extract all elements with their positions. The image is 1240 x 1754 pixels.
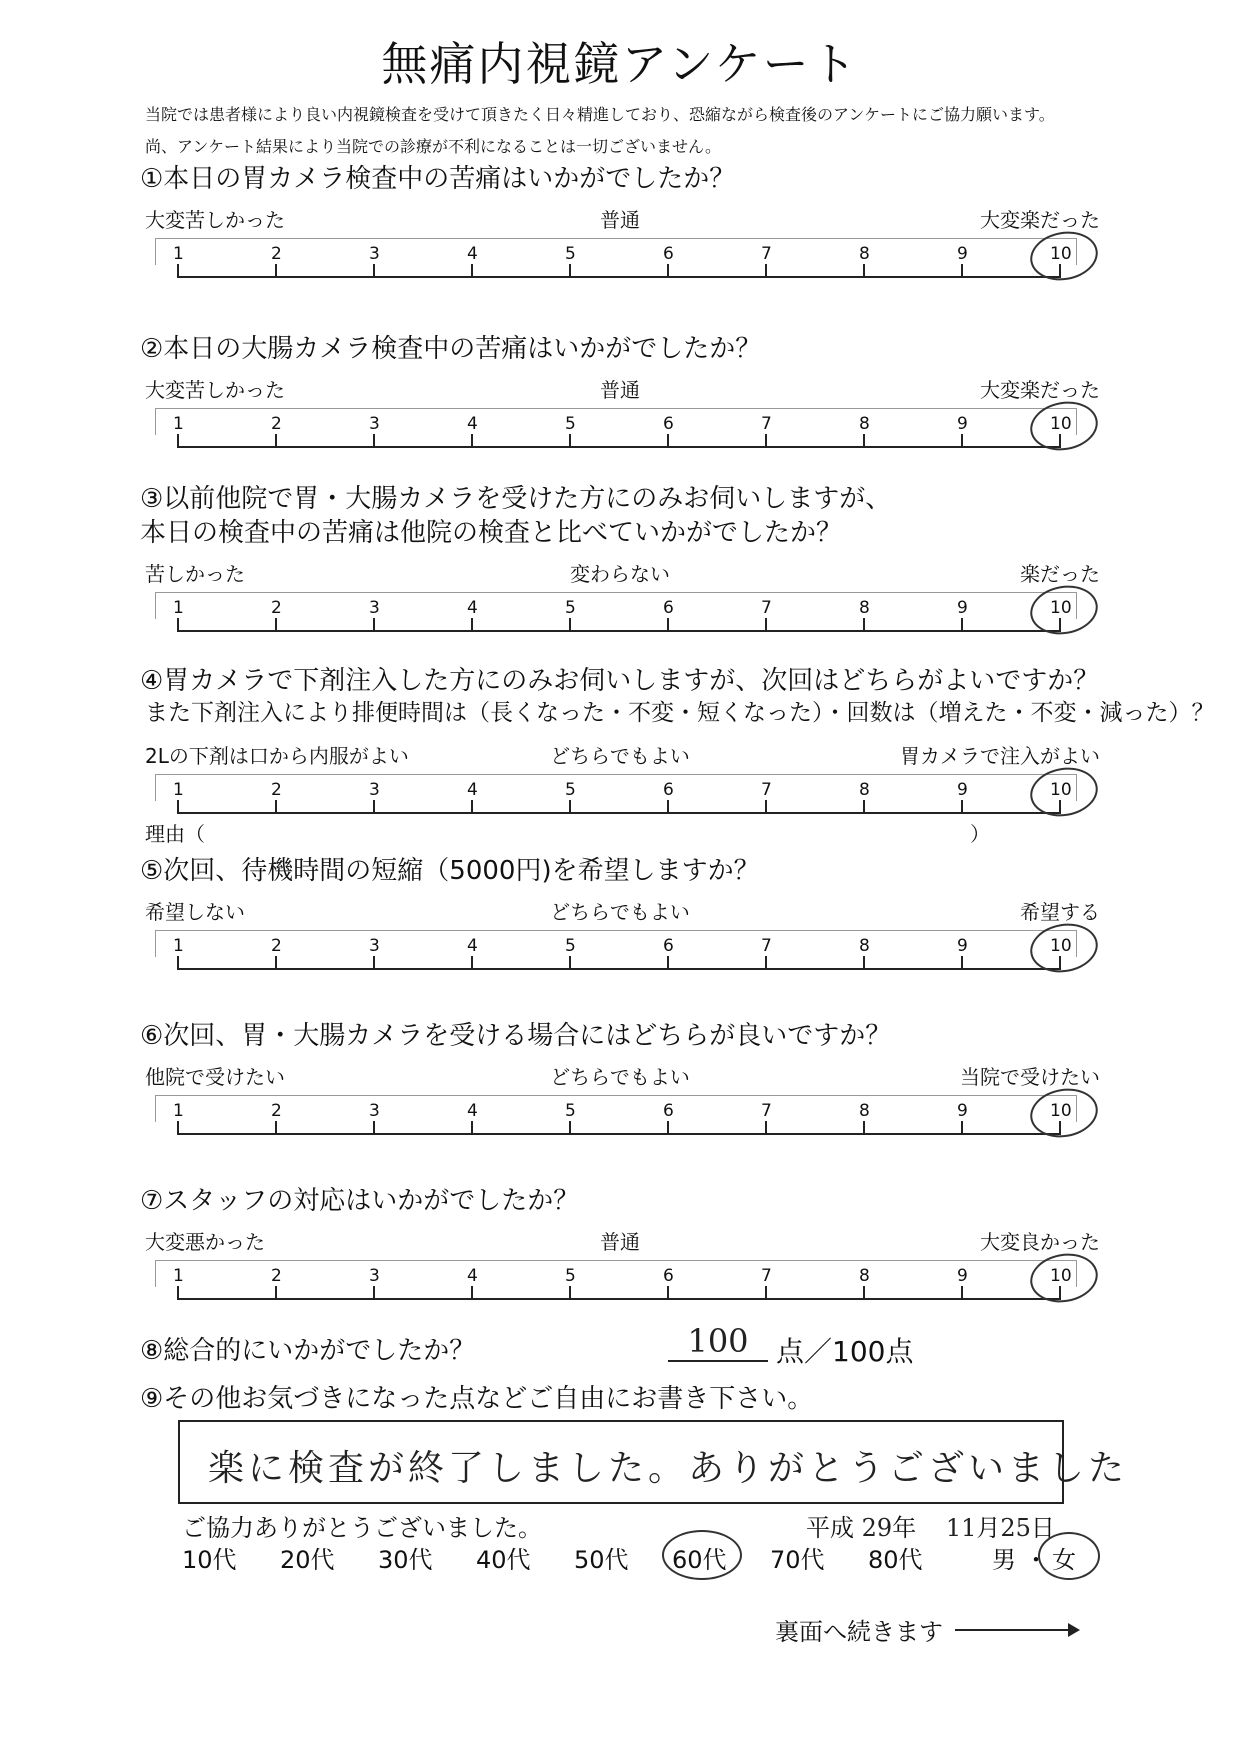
q3-scale-option-7[interactable]: 7 [761,598,772,618]
q3-tick-1 [177,618,179,632]
q4-tick-4 [471,800,473,814]
date-year[interactable]: 29 [861,1514,893,1542]
q3-tick-5 [569,618,571,632]
q8-score[interactable]: 100 [668,1322,768,1362]
date-month-unit: 月 [976,1514,1001,1542]
date-era: 平成 [806,1514,854,1542]
q5-scale-option-10[interactable]: 10 [1050,936,1072,956]
q4-text: ④胃カメラで下剤注入した方にのみお伺いしますが、次回はどちらがよいですか？ [140,666,1100,696]
q2-left-label: 大変苦しかった [145,378,285,402]
q7-scale-option-3[interactable]: 3 [369,1266,380,1286]
q5-tick-5 [569,956,571,970]
q1-tick-2 [275,264,277,278]
q5-left-label: 希望しない [145,900,245,924]
q6-text: ⑥次回、胃・大腸カメラを受ける場合にはどちらが良いですか？ [140,1021,892,1051]
q7-scale-option-5[interactable]: 5 [565,1266,576,1286]
q2-scale-option-8[interactable]: 8 [859,414,870,434]
q2-text: ②本日の大腸カメラ検査中の苦痛はいかがでしたか？ [140,334,762,364]
q4-scale-option-7[interactable]: 7 [761,780,772,800]
q5-tick-2 [275,956,277,970]
q5-tick-1 [177,956,179,970]
q4-left-label: 2Lの下剤は口から内服がよい [145,744,409,768]
q6-scale-option-5[interactable]: 5 [565,1101,576,1121]
q1-right-label: 大変楽だった [980,208,1100,232]
q2-scale-option-7[interactable]: 7 [761,414,772,434]
q7-scale-option-7[interactable]: 7 [761,1266,772,1286]
q6-tick-2 [275,1121,277,1135]
q3-scale-option-9[interactable]: 9 [957,598,968,618]
q3-scale-option-5[interactable]: 5 [565,598,576,618]
q2-tick-9 [961,434,963,448]
q5-mid-label: どちらでもよい [550,900,690,924]
q4-tick-5 [569,800,571,814]
q1-scale-axis [178,276,1060,278]
q4-reason-label: 理由（ [145,822,205,846]
q3-tick-2 [275,618,277,632]
q3-scale-option-3[interactable]: 3 [369,598,380,618]
q6-right-label: 当院で受けたい [960,1065,1100,1089]
q7-scale-option-6[interactable]: 6 [663,1266,674,1286]
q4-scale-option-1[interactable]: 1 [173,780,184,800]
continue-text: 裏面へ続きます [775,1618,943,1646]
q5-text: ⑤次回、待機時間の短縮（5000円)を希望しますか？ [140,856,760,886]
date-year-unit: 年 [892,1514,917,1542]
age-option-60代[interactable]: 60代 [672,1546,727,1574]
q2-scale-option-10[interactable]: 10 [1050,414,1072,434]
q6-tick-9 [961,1121,963,1135]
gender-male[interactable]: 男 [992,1546,1016,1574]
q3-tick-6 [667,618,669,632]
q5-scale-option-3[interactable]: 3 [369,936,380,956]
q1-tick-9 [961,264,963,278]
q3-scale-option-4[interactable]: 4 [467,598,478,618]
q1-scale-option-10[interactable]: 10 [1050,244,1072,264]
age-option-50代[interactable]: 50代 [574,1546,629,1574]
q5-scale-option-7[interactable]: 7 [761,936,772,956]
q6-tick-3 [373,1121,375,1135]
q2-tick-6 [667,434,669,448]
q4-scale-option-10[interactable]: 10 [1050,780,1072,800]
q5-right-label: 希望する [1020,900,1100,924]
q7-scale-option-9[interactable]: 9 [957,1266,968,1286]
q1-scale-option-2[interactable]: 2 [271,244,282,264]
q2-scale-option-9[interactable]: 9 [957,414,968,434]
q7-left-label: 大変悪かった [145,1230,265,1254]
q1-tick-8 [863,264,865,278]
q6-tick-4 [471,1121,473,1135]
q5-scale-option-8[interactable]: 8 [859,936,870,956]
q2-tick-5 [569,434,571,448]
q2-scale-option-4[interactable]: 4 [467,414,478,434]
q4-tick-6 [667,800,669,814]
q3-text: ③以前他院で胃・大腸カメラを受けた方にのみお伺いしますが、 [140,484,892,514]
q2-scale-option-5[interactable]: 5 [565,414,576,434]
q6-tick-7 [765,1121,767,1135]
q1-tick-6 [667,264,669,278]
q2-scale-axis [178,446,1060,448]
q4-right-label: 胃カメラで注入がよい [900,744,1100,768]
q6-tick-8 [863,1121,865,1135]
q6-scale-option-4[interactable]: 4 [467,1101,478,1121]
q5-scale-box [155,930,1077,957]
q5-tick-6 [667,956,669,970]
q7-text: ⑦スタッフの対応はいかがでしたか？ [140,1186,580,1216]
q1-scale-option-8[interactable]: 8 [859,244,870,264]
q7-mid-label: 普通 [600,1230,640,1254]
q4-scale-option-5[interactable]: 5 [565,780,576,800]
q6-scale-box [155,1095,1077,1122]
q1-tick-4 [471,264,473,278]
q2-tick-4 [471,434,473,448]
q4-tick-8 [863,800,865,814]
q4-tick-7 [765,800,767,814]
q1-scale-option-7[interactable]: 7 [761,244,772,264]
q3-tick-7 [765,618,767,632]
q6-scale-option-8[interactable]: 8 [859,1101,870,1121]
q1-tick-1 [177,264,179,278]
gender-separator: ・ [1024,1546,1048,1574]
q7-tick-8 [863,1286,865,1300]
q7-right-label: 大変良かった [980,1230,1100,1254]
q1-tick-5 [569,264,571,278]
q3-mid-label: 変わらない [570,562,670,586]
date-day[interactable]: 25 [1000,1514,1031,1542]
q3-tick-4 [471,618,473,632]
q4-mid-label: どちらでもよい [550,744,690,768]
q6-scale-option-10[interactable]: 10 [1050,1101,1072,1121]
q6-scale-option-1[interactable]: 1 [173,1101,184,1121]
q4-reason-close: ） [970,822,990,846]
q7-scale-option-8[interactable]: 8 [859,1266,870,1286]
q7-tick-7 [765,1286,767,1300]
q4-scale-box [155,774,1077,801]
q1-mid-label: 普通 [600,208,640,232]
date [806,1508,1055,1543]
intro-line-1: 当院では患者様により良い内視鏡検査を受けて頂きたく日々精進しており、恐縮ながら検査後のアンケートにご協力願います。 [145,105,1055,124]
q3-text-2: 本日の検査中の苦痛は他院の検査と比べていかがでしたか？ [140,518,843,548]
q8-suffix: 点／100点 [776,1335,914,1368]
q5-scale-option-1[interactable]: 1 [173,936,184,956]
q3-tick-8 [863,618,865,632]
q6-tick-5 [569,1121,571,1135]
q5-scale-option-5[interactable]: 5 [565,936,576,956]
age-option-80代[interactable]: 80代 [868,1546,923,1574]
q6-left-label: 他院で受けたい [145,1065,285,1089]
q7-tick-9 [961,1286,963,1300]
q5-scale-axis [178,968,1060,970]
q5-scale-option-6[interactable]: 6 [663,936,674,956]
q6-scale-axis [178,1133,1060,1135]
q3-scale-option-10[interactable]: 10 [1050,598,1072,618]
q1-scale-option-9[interactable]: 9 [957,244,968,264]
q2-tick-8 [863,434,865,448]
thanks-text: ご協力ありがとうございました。 [182,1514,542,1542]
q5-scale-option-9[interactable]: 9 [957,936,968,956]
q7-tick-1 [177,1286,179,1300]
q3-scale-option-6[interactable]: 6 [663,598,674,618]
q8-text: ⑧総合的にいかがでしたか？ [140,1336,476,1366]
q2-tick-3 [373,434,375,448]
q6-scale-option-6[interactable]: 6 [663,1101,674,1121]
q7-tick-2 [275,1286,277,1300]
q5-scale-option-4[interactable]: 4 [467,936,478,956]
q3-scale-option-2[interactable]: 2 [271,598,282,618]
q3-tick-9 [961,618,963,632]
q2-right-label: 大変楽だった [980,378,1100,402]
q7-tick-3 [373,1286,375,1300]
q6-mid-label: どちらでもよい [550,1065,690,1089]
q5-tick-8 [863,956,865,970]
q2-scale-option-1[interactable]: 1 [173,414,184,434]
q3-scale-box [155,592,1077,619]
q6-tick-1 [177,1121,179,1135]
q4-tick-1 [177,800,179,814]
q2-mid-label: 普通 [600,378,640,402]
q1-text: ①本日の胃カメラ検査中の苦痛はいかがでしたか？ [140,164,736,194]
intro-line-2: 尚、アンケート結果により当院での診療が不利になることは一切ございません。 [145,137,722,156]
q1-scale-option-3[interactable]: 3 [369,244,380,264]
q1-scale-option-4[interactable]: 4 [467,244,478,264]
age-option-40代[interactable]: 40代 [476,1546,531,1574]
q5-tick-3 [373,956,375,970]
gender-female[interactable]: 女 [1052,1546,1076,1574]
q4-scale-option-9[interactable]: 9 [957,780,968,800]
q1-tick-3 [373,264,375,278]
age-option-10代[interactable]: 10代 [182,1546,237,1574]
gender-circle-mark [1038,1532,1100,1580]
comment-text: 楽に検査が終了しました。ありがとうございました [208,1448,1129,1489]
q7-scale-box [155,1260,1077,1287]
q2-scale-option-3[interactable]: 3 [369,414,380,434]
q3-scale-option-1[interactable]: 1 [173,598,184,618]
arrow-right-icon [1068,1623,1080,1637]
q1-tick-7 [765,264,767,278]
page-title: 無痛内視鏡アンケート [381,37,859,91]
q5-scale-option-2[interactable]: 2 [271,936,282,956]
q4-scale-option-3[interactable]: 3 [369,780,380,800]
q4-scale-option-8[interactable]: 8 [859,780,870,800]
q6-scale-option-3[interactable]: 3 [369,1101,380,1121]
q5-tick-4 [471,956,473,970]
q6-scale-option-2[interactable]: 2 [271,1101,282,1121]
q1-scale-option-5[interactable]: 5 [565,244,576,264]
q1-scale-option-1[interactable]: 1 [173,244,184,264]
q6-scale-option-7[interactable]: 7 [761,1101,772,1121]
q3-left-label: 苦しかった [145,562,245,586]
q7-scale-option-4[interactable]: 4 [467,1266,478,1286]
age-option-30代[interactable]: 30代 [378,1546,433,1574]
q5-tick-7 [765,956,767,970]
q4-text-2: また下剤注入により排便時間は（長くなった・不変・短くなった）・回数は（増えた・不変・減った）？ [145,700,1215,726]
q2-tick-7 [765,434,767,448]
q4-tick-2 [275,800,277,814]
q1-scale-box [155,238,1077,265]
q7-scale-option-1[interactable]: 1 [173,1266,184,1286]
q3-tick-3 [373,618,375,632]
q3-scale-option-8[interactable]: 8 [859,598,870,618]
q9-text: ⑨その他お気づきになった点などご自由にお書き下さい。 [140,1384,814,1414]
q2-scale-option-6[interactable]: 6 [663,414,674,434]
q4-scale-option-2[interactable]: 2 [271,780,282,800]
q6-scale-option-9[interactable]: 9 [957,1101,968,1121]
q2-tick-2 [275,434,277,448]
q4-scale-option-6[interactable]: 6 [663,780,674,800]
age-option-20代[interactable]: 20代 [280,1546,335,1574]
q7-tick-4 [471,1286,473,1300]
q7-tick-5 [569,1286,571,1300]
q7-tick-6 [667,1286,669,1300]
q1-left-label: 大変苦しかった [145,208,285,232]
comment-box[interactable] [178,1420,1129,1504]
date-month[interactable]: 11 [945,1514,977,1542]
q1-scale-option-6[interactable]: 6 [663,244,674,264]
q7-scale-option-10[interactable]: 10 [1050,1266,1072,1286]
age-circle-mark [662,1530,742,1580]
q7-scale-option-2[interactable]: 2 [271,1266,282,1286]
q2-scale-box [155,408,1077,435]
date-day-unit: 日 [1030,1514,1055,1542]
q4-scale-option-4[interactable]: 4 [467,780,478,800]
q4-reason-field[interactable] [215,820,960,846]
q3-right-label: 楽だった [1020,562,1100,586]
q4-scale-axis [178,812,1060,814]
q3-scale-axis [178,630,1060,632]
age-option-70代[interactable]: 70代 [770,1546,825,1574]
q4-tick-3 [373,800,375,814]
q2-tick-1 [177,434,179,448]
q2-scale-option-2[interactable]: 2 [271,414,282,434]
q7-scale-axis [178,1298,1060,1300]
q5-tick-9 [961,956,963,970]
q4-tick-9 [961,800,963,814]
continue-arrow-line [955,1629,1073,1631]
q6-tick-6 [667,1121,669,1135]
